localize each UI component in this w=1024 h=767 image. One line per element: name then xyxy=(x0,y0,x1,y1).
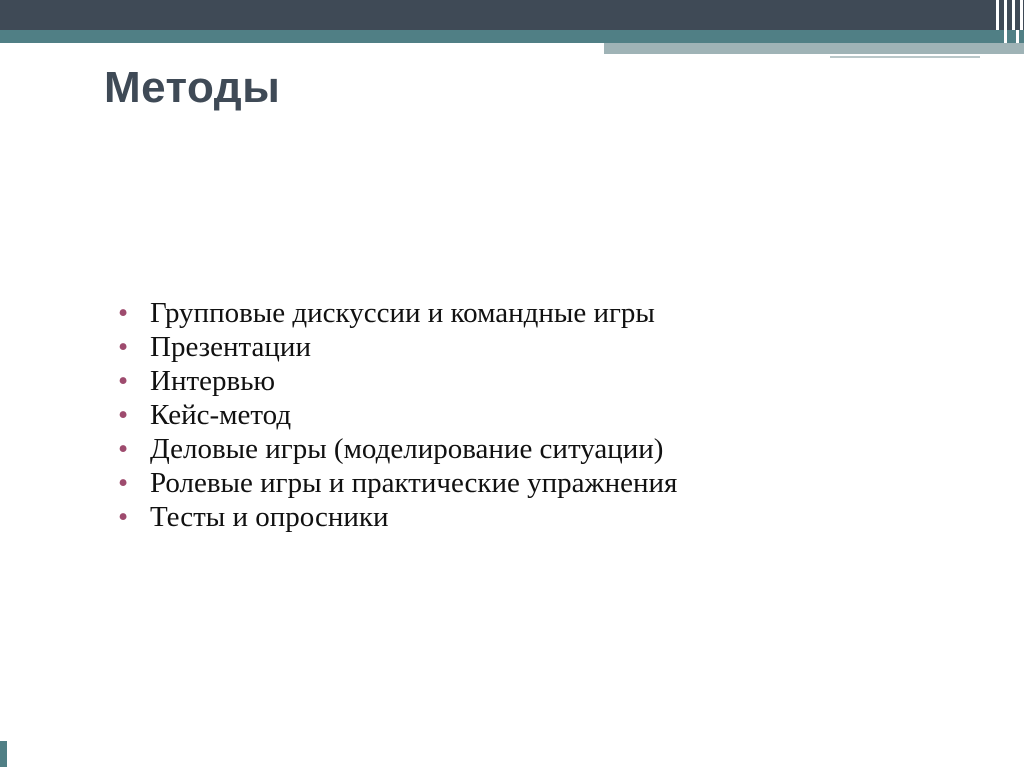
bullet-icon: • xyxy=(118,365,129,397)
list-item xyxy=(112,330,932,364)
header-tick-6 xyxy=(1016,30,1019,43)
header-tick-5 xyxy=(1004,30,1007,43)
list-item xyxy=(112,432,932,466)
bullet-list xyxy=(112,296,932,534)
list-item-label: Кейс-метод xyxy=(150,399,292,431)
list-item-label: Групповые дискуссии и командные игры xyxy=(150,297,655,329)
header-tick-4 xyxy=(1020,0,1023,30)
list-item xyxy=(112,398,932,432)
bullet-icon: • xyxy=(118,467,129,499)
list-item xyxy=(112,466,932,500)
list-item-label: Тесты и опросники xyxy=(150,501,389,533)
bullet-icon: • xyxy=(118,501,129,533)
list-item-label: Ролевые игры и практические упражнения xyxy=(150,467,678,499)
list-item-label: Интервью xyxy=(150,365,276,397)
slide-title: Методы xyxy=(104,63,281,112)
bullet-icon: • xyxy=(118,331,129,363)
header-tick-3 xyxy=(1012,0,1015,30)
bullet-icon: • xyxy=(118,297,129,329)
list-item-label: Деловые игры (моделирование ситуации) xyxy=(150,433,664,465)
bullet-icon: • xyxy=(118,433,129,465)
footer-corner-mark xyxy=(0,741,7,767)
header-thin-rule xyxy=(830,56,980,58)
header-tick-1 xyxy=(996,0,999,30)
list-item xyxy=(112,364,932,398)
list-item xyxy=(112,500,932,534)
header-dark-band xyxy=(0,0,1024,30)
list-item-label: Презентации xyxy=(150,331,311,363)
header-light-band xyxy=(604,43,1024,54)
list-item xyxy=(112,296,932,330)
bullet-icon: • xyxy=(118,399,129,431)
header-tick-2 xyxy=(1004,0,1007,30)
header-teal-band xyxy=(0,30,1024,43)
